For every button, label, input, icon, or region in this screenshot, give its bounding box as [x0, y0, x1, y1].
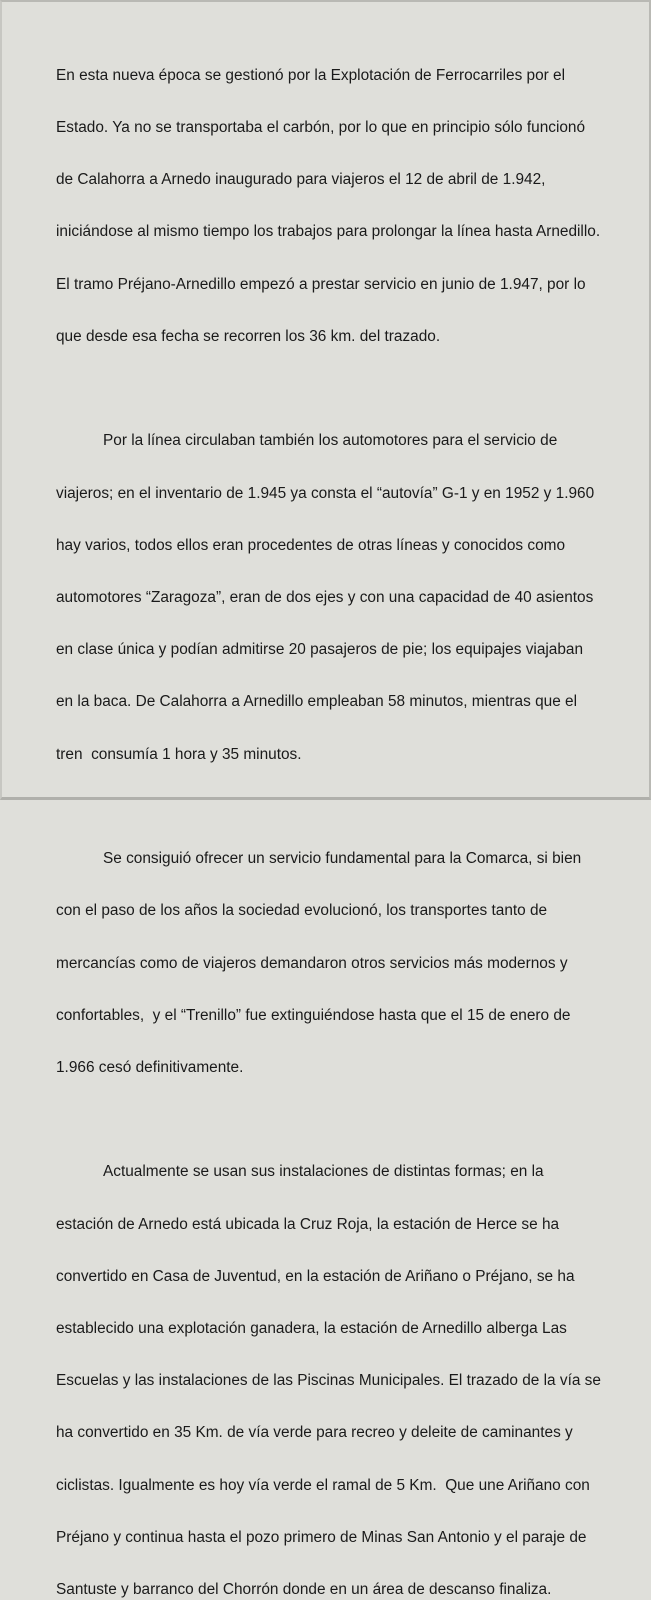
text-line: Por la línea circulaban también los automotores para el servicio de: [103, 432, 558, 450]
text-line: iniciándose al mismo tiempo los trabajos para prolongar la línea hasta Arnedillo.: [56, 223, 601, 241]
text-line: ciclistas. Igualmente es hoy vía verde el ramal de 5 Km. Que une Ariñano con: [56, 1476, 590, 1494]
paragraph-3: [56, 815, 616, 1111]
paragraph-1: [56, 32, 616, 380]
text-line: estación de Arnedo está ubicada la Cruz Roja, la estación de Herce se ha: [56, 1215, 560, 1233]
text-line: que desde esa fecha se recorren los 36 km. del trazado.: [56, 327, 441, 345]
text-line: Se consiguió ofrecer un servicio fundamental para la Comarca, si bien: [103, 850, 582, 868]
text-line: mercancías como de viajeros demandaron otros servicios más modernos y: [56, 954, 568, 972]
text-line: Santuste y barranco del Chorrón donde en un área de descanso finaliza.: [56, 1581, 552, 1599]
text-line: confortables, y el “Trenillo” fue extinguiéndose hasta que el 15 de enero de: [56, 1006, 571, 1024]
paragraph-4: [56, 1129, 616, 1600]
text-line: automotores “Zaragoza”, eran de dos ejes y con una capacidad de 40 asientos: [56, 588, 594, 606]
text-line: Préjano y continua hasta el pozo primero de Minas San Antonio y el paraje de: [56, 1528, 587, 1546]
text-line: ha convertido en 35 Km. de vía verde para recreo y deleite de caminantes y: [56, 1424, 573, 1442]
text-line: tren consumía 1 hora y 35 minutos.: [56, 745, 302, 763]
text-line: Actualmente se usan sus instalaciones de distintas formas; en la: [103, 1163, 544, 1181]
text-line: en la baca. De Calahorra a Arnedillo empleaban 58 minutos, mientras que el: [56, 693, 578, 711]
text-line: con el paso de los años la sociedad evolucionó, los transportes tanto de: [56, 902, 548, 920]
text-line: en clase única y podían admitirse 20 pasajeros de pie; los equipajes viajaban: [56, 641, 584, 659]
paragraph-2: [56, 398, 616, 798]
text-line: En esta nueva época se gestionó por la Explotación de Ferrocarriles por el: [56, 66, 566, 84]
text-line: 1.966 cesó definitivamente.: [56, 1058, 244, 1076]
text-line: Escuelas y las instalaciones de las Piscinas Municipales. El trazado de la vía se: [56, 1372, 601, 1390]
document-body: [56, 32, 616, 1600]
text-line: Estado. Ya no se transportaba el carbón, por lo que en principio sólo funcionó: [56, 119, 586, 137]
text-line: establecido una explotación ganadera, la estación de Arnedillo alberga Las: [56, 1320, 567, 1338]
text-line: El tramo Préjano-Arnedillo empezó a prestar servicio en junio de 1.947, por lo: [56, 275, 586, 293]
text-line: convertido en Casa de Juventud, en la estación de Ariñano o Préjano, se ha: [56, 1267, 575, 1285]
text-line: hay varios, todos ellos eran procedentes de otras líneas y conocidos como: [56, 536, 566, 554]
text-line: viajeros; en el inventario de 1.945 ya consta el “autovía” G-1 y en 1952 y 1.960: [56, 484, 595, 502]
text-line: de Calahorra a Arnedo inaugurado para viajeros el 12 de abril de 1.942,: [56, 171, 546, 189]
